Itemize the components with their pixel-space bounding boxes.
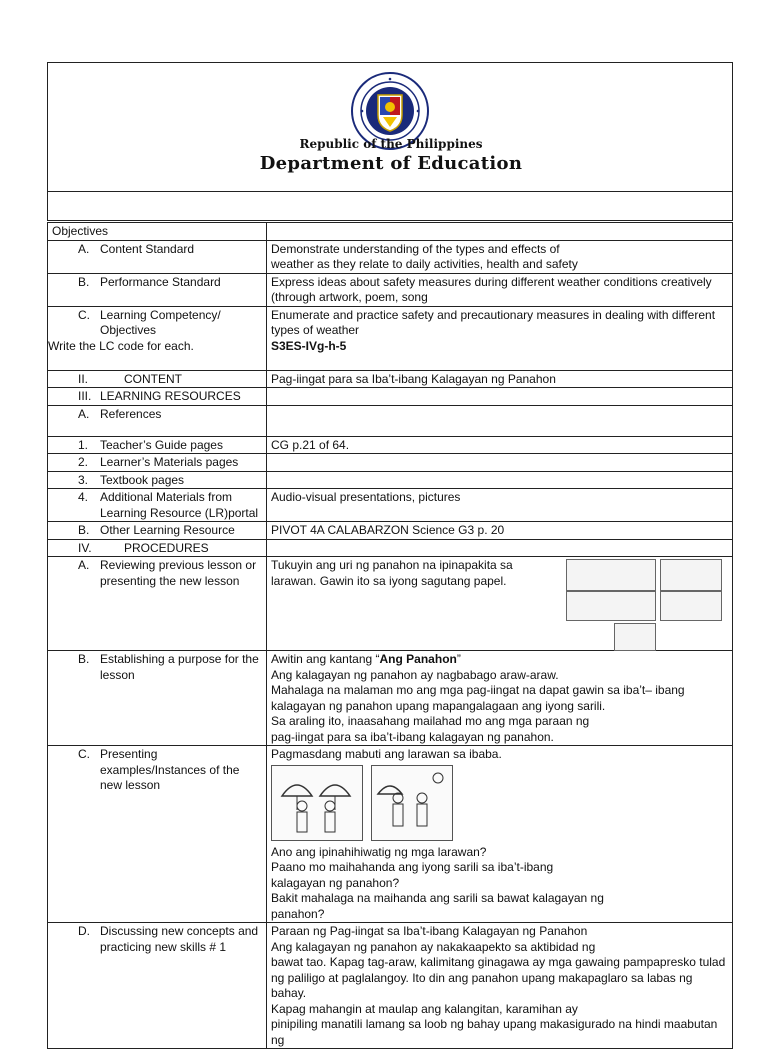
weather-picture-b <box>660 559 722 591</box>
weather-picture-d <box>660 591 722 621</box>
table-row: B. Establishing a purpose for the lesson Awitin ang kantang “Ang Panahon” Ang kalagayan ng panahon ay nagbabago araw-araw. Mahalaga na malaman mo ang mga pag-iingat na dapat gawin sa iba’t– ibang kalagayan ng panahon upang mapangalagaan ang iyong sarili. Sa araling ito, inaasahang mailahad mo ang mga paraan ng pag-iingat para sa iba’t-ibang kalagayan ng panahon. <box>48 651 733 746</box>
table-row: III. LEARNING RESOURCES <box>48 388 733 406</box>
rain-umbrella-picture-icon <box>271 765 363 841</box>
table-row: 1. Teacher’s Guide pages CG p.21 of 64. <box>48 436 733 454</box>
weather-picture-e <box>614 623 656 651</box>
table-row: A. Content Standard Demonstrate understanding of the types and effects of weather as they relate to daily activities, health and safety <box>48 240 733 273</box>
table-row: 2. Learner’s Materials pages <box>48 454 733 472</box>
objectives-heading: Objectives <box>48 223 267 241</box>
table-row: 3. Textbook pages <box>48 471 733 489</box>
lesson-plan-table <box>47 222 733 1049</box>
weather-picture-a <box>566 559 656 591</box>
table-row: B. Other Learning Resource PIVOT 4A CALABARZON Science G3 p. 20 <box>48 522 733 540</box>
table-row: B. Performance Standard Express ideas about safety measures during different weather conditions creatively (through artwork, poem, song <box>48 273 733 306</box>
table-row: 4. Additional Materials from Learning Resource (LR)portal Audio-visual presentations, pictures <box>48 489 733 522</box>
table-row: D. Discussing new concepts and practicing new skills # 1 Paraan ng Pag-iingat sa Iba’t-ibang Kalagayan ng Panahon Ang kalagayan ng panahon ay nakakaapekto sa aktibidad ng bawat tao. Kapag tag-araw, kalimitang ginagawa ay mga gawaing pampapresko tulad ng paliligo at paglalangoy. Ito din ang panahon upang makapaglaro sa labas ng bahay. Kapag mahangin at maulap ang kalangitan, karamihan ay pinipiling manatili lamang sa loob ng bahay upang makasigurado na hindi maabutan ng <box>48 923 733 1049</box>
weather-pictures-grid <box>566 559 726 653</box>
sunny-day-picture-icon <box>371 765 453 841</box>
department-heading: Department of Education <box>259 153 523 174</box>
lesson-plan-page <box>47 62 733 1047</box>
table-row: C. Presenting examples/Instances of the new lesson Pagmasdang mabuti ang larawan sa ibaba. Ano ang ipinahihiwatig ng mga larawan? Paano mo maihahanda ang iyong sarili sa iba’t-ibang kalagayan ng panahon? Bakit mahalaga na maihanda ang sarili sa bawat kalagayan ng panahon? <box>48 746 733 923</box>
header-frame <box>47 62 733 192</box>
republic-heading: Republic of the Philippines <box>299 137 483 151</box>
table-row: C. Learning Competency/ Objectives Write the LC code for each. Enumerate and practice safety and precautionary measures in dealing with different types of weather S3ES-IVg-h-5 <box>48 306 733 370</box>
table-row: IV. PROCEDURES <box>48 539 733 557</box>
table-row: A. Reviewing previous lesson or presenting the new lesson Tukuyin ang uri ng panahon na ipinapakita sa larawan. Gawin ito sa iyong sagutang papel. <box>48 557 733 651</box>
table-row <box>48 223 733 241</box>
table-row: II. CONTENT Pag-iingat para sa Iba’t-ibang Kalagayan ng Panahon <box>48 370 733 388</box>
table-row: A. References <box>48 405 733 436</box>
weather-picture-c <box>566 591 656 621</box>
blank-header-row <box>47 191 733 221</box>
